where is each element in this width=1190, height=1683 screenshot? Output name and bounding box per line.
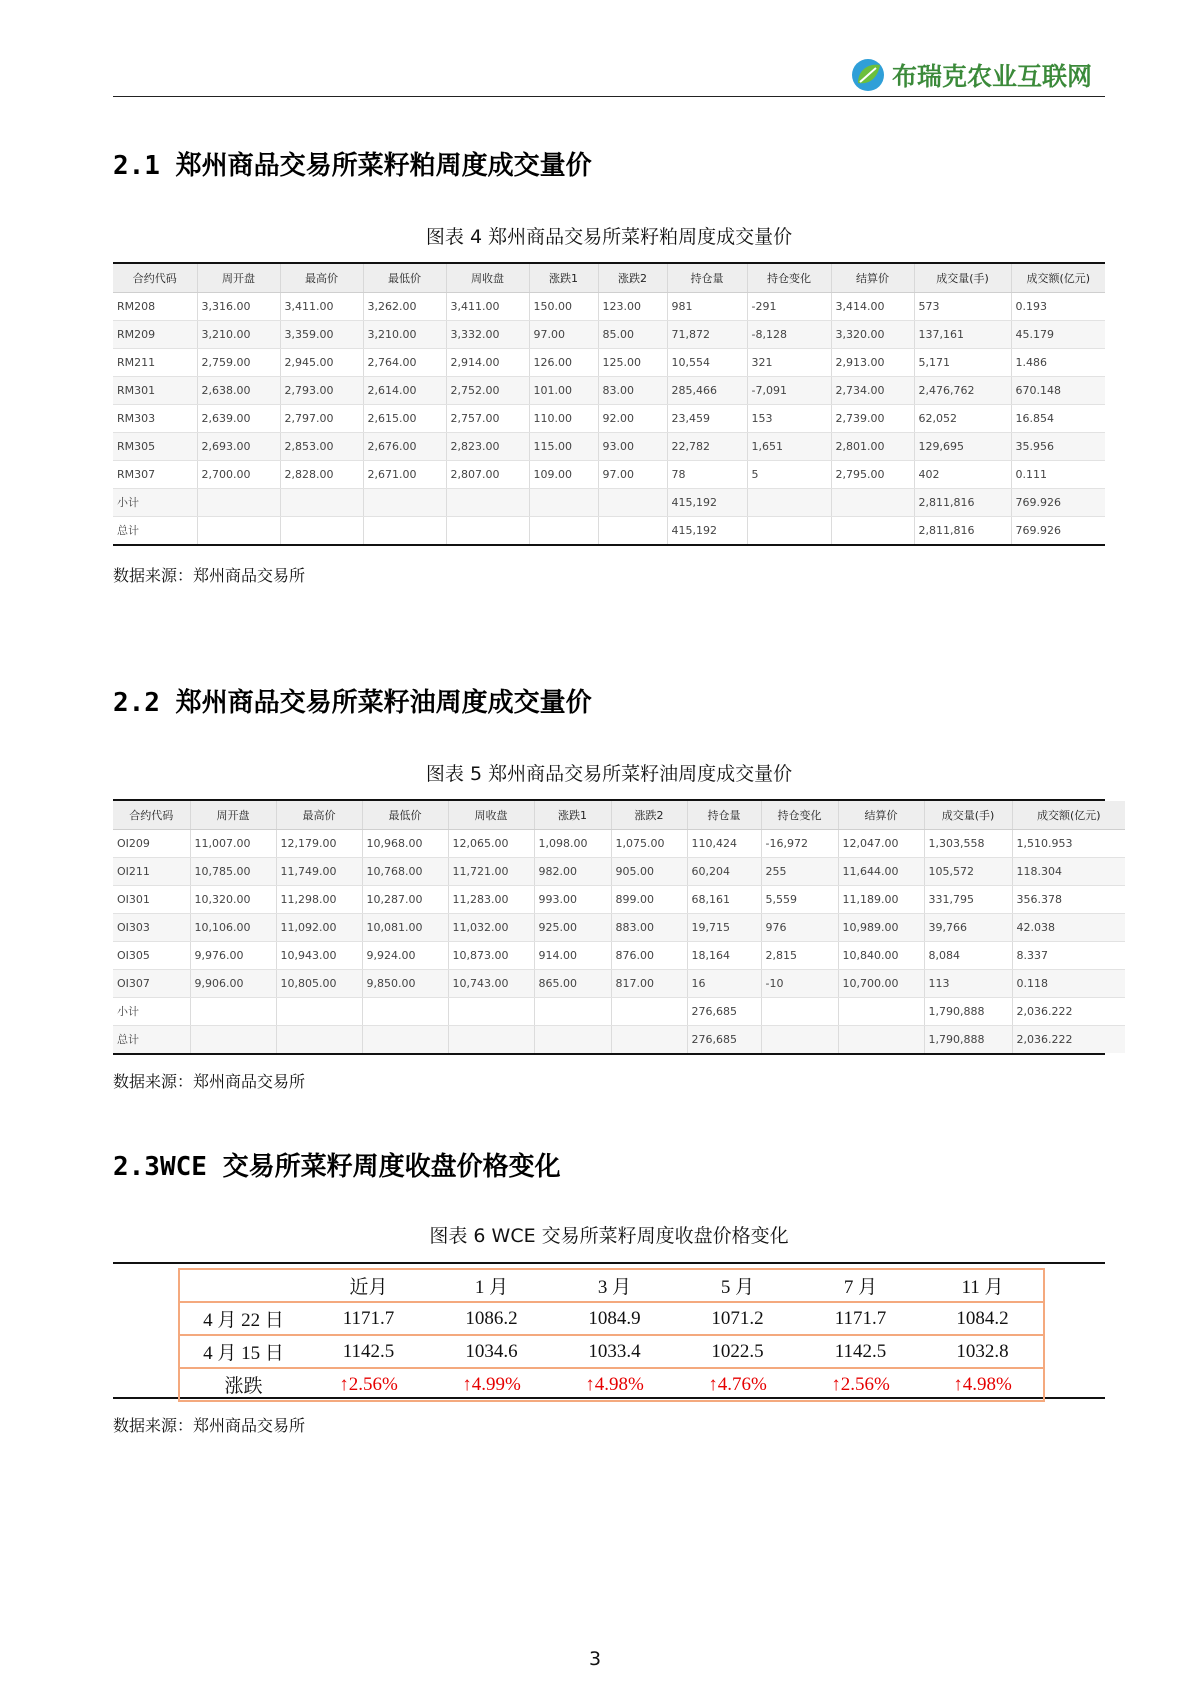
table-cell: 11,749.00 bbox=[276, 857, 362, 885]
wce-cell: 4 月 22 日 bbox=[179, 1302, 307, 1335]
table-cell: 2,801.00 bbox=[831, 432, 914, 460]
table-cell bbox=[448, 997, 534, 1025]
table-cell bbox=[529, 488, 598, 516]
table-cell: 2,614.00 bbox=[363, 376, 446, 404]
table-cell: 8,084 bbox=[924, 941, 1012, 969]
wce-column-header: 3 月 bbox=[553, 1269, 676, 1302]
table-cell: 976 bbox=[761, 913, 838, 941]
table-cell: 914.00 bbox=[534, 941, 611, 969]
table-cell: 5,171 bbox=[914, 348, 1011, 376]
table-cell: 97.00 bbox=[598, 460, 667, 488]
table-cell: 62,052 bbox=[914, 404, 1011, 432]
table-row bbox=[113, 292, 1105, 320]
column-header: 成交额(亿元) bbox=[1012, 801, 1125, 829]
table-cell: 39,766 bbox=[924, 913, 1012, 941]
table-cell bbox=[838, 997, 924, 1025]
table-cell: 10,873.00 bbox=[448, 941, 534, 969]
table-cell: 10,785.00 bbox=[190, 857, 276, 885]
table-cell bbox=[190, 1025, 276, 1053]
table-cell: 5 bbox=[747, 460, 831, 488]
section-title-wce: 2.3WCE 交易所菜籽周度收盘价格变化 bbox=[113, 1152, 561, 1182]
table-cell bbox=[362, 997, 448, 1025]
table-cell: 19,715 bbox=[687, 913, 761, 941]
table-cell: 23,459 bbox=[667, 404, 747, 432]
section-title-rapeseed-oil: 2.2 郑州商品交易所菜籽油周度成交量价 bbox=[113, 688, 592, 718]
table-cell: 小计 bbox=[113, 488, 197, 516]
table-cell: 2,811,816 bbox=[914, 488, 1011, 516]
table-cell: 905.00 bbox=[611, 857, 687, 885]
table-cell: 925.00 bbox=[534, 913, 611, 941]
wce-change-label: 涨跌 bbox=[179, 1368, 307, 1401]
wce-change-cell: ↑4.98% bbox=[553, 1368, 676, 1401]
table-cell: 11,644.00 bbox=[838, 857, 924, 885]
table-cell bbox=[197, 488, 280, 516]
table-cell: 2,757.00 bbox=[446, 404, 529, 432]
table-cell: 3,262.00 bbox=[363, 292, 446, 320]
table-cell: 113 bbox=[924, 969, 1012, 997]
table-cell: 101.00 bbox=[529, 376, 598, 404]
table-cell: 9,906.00 bbox=[190, 969, 276, 997]
table-cell: OI305 bbox=[113, 941, 190, 969]
table-cell bbox=[611, 997, 687, 1025]
table-cell: 255 bbox=[761, 857, 838, 885]
leaf-logo-icon bbox=[850, 57, 886, 93]
table-row bbox=[113, 348, 1105, 376]
column-header: 合约代码 bbox=[113, 801, 190, 829]
table-cell: 993.00 bbox=[534, 885, 611, 913]
wce-header-row bbox=[179, 1269, 1044, 1302]
table-cell: 16 bbox=[687, 969, 761, 997]
table-cell: 883.00 bbox=[611, 913, 687, 941]
table-cell: 415,192 bbox=[667, 516, 747, 544]
table-cell: 10,805.00 bbox=[276, 969, 362, 997]
data-source-note: 数据来源：郑州商品交易所 bbox=[113, 566, 306, 585]
wce-column-header: 7 月 bbox=[799, 1269, 922, 1302]
column-header: 涨跌2 bbox=[598, 264, 667, 292]
rapeseed-oil-table-wrap bbox=[113, 799, 1105, 1055]
table-cell: 2,793.00 bbox=[280, 376, 363, 404]
table-cell: OI307 bbox=[113, 969, 190, 997]
wce-change-cell: ↑2.56% bbox=[307, 1368, 430, 1401]
table-cell: RM211 bbox=[113, 348, 197, 376]
table-cell: 110,424 bbox=[687, 829, 761, 857]
table-cell: 0.193 bbox=[1011, 292, 1105, 320]
column-header: 持仓量 bbox=[667, 264, 747, 292]
column-header: 持仓量 bbox=[687, 801, 761, 829]
table-cell bbox=[446, 488, 529, 516]
column-header: 最高价 bbox=[276, 801, 362, 829]
table-cell: 2,945.00 bbox=[280, 348, 363, 376]
table-cell: 2,476,762 bbox=[914, 376, 1011, 404]
column-header: 涨跌1 bbox=[534, 801, 611, 829]
table-cell bbox=[448, 1025, 534, 1053]
table-row bbox=[113, 885, 1125, 913]
table-cell: 3,320.00 bbox=[831, 320, 914, 348]
column-header: 合约代码 bbox=[113, 264, 197, 292]
wce-column-header: 11 月 bbox=[922, 1269, 1044, 1302]
table-cell: 129,695 bbox=[914, 432, 1011, 460]
table-cell: 2,639.00 bbox=[197, 404, 280, 432]
header-divider bbox=[113, 96, 1105, 97]
table-cell: 2,811,816 bbox=[914, 516, 1011, 544]
column-header: 周开盘 bbox=[197, 264, 280, 292]
table-cell: 小计 bbox=[113, 997, 190, 1025]
table-cell bbox=[838, 1025, 924, 1053]
table-cell bbox=[276, 1025, 362, 1053]
column-header: 周收盘 bbox=[446, 264, 529, 292]
table-cell: 35.956 bbox=[1011, 432, 1105, 460]
table-row bbox=[113, 516, 1105, 544]
column-header: 结算价 bbox=[838, 801, 924, 829]
table-cell: RM305 bbox=[113, 432, 197, 460]
table-row bbox=[113, 969, 1125, 997]
table-cell: 1,651 bbox=[747, 432, 831, 460]
wce-cell: 1033.4 bbox=[553, 1335, 676, 1368]
table-cell: OI211 bbox=[113, 857, 190, 885]
column-header: 最高价 bbox=[280, 264, 363, 292]
table-cell: RM303 bbox=[113, 404, 197, 432]
wce-change-cell: ↑2.56% bbox=[799, 1368, 922, 1401]
table-cell: 60,204 bbox=[687, 857, 761, 885]
wce-cell: 1086.2 bbox=[430, 1302, 553, 1335]
wce-change-cell: ↑4.76% bbox=[676, 1368, 799, 1401]
column-header: 涨跌1 bbox=[529, 264, 598, 292]
table-cell: -10 bbox=[761, 969, 838, 997]
wce-price-table bbox=[178, 1268, 1045, 1402]
table-cell: 总计 bbox=[113, 516, 197, 544]
table-cell: RM208 bbox=[113, 292, 197, 320]
table-cell: 1,303,558 bbox=[924, 829, 1012, 857]
wce-row bbox=[179, 1335, 1044, 1368]
table-cell: 125.00 bbox=[598, 348, 667, 376]
table-cell: 97.00 bbox=[529, 320, 598, 348]
wce-change-row bbox=[179, 1368, 1044, 1401]
table-cell: 321 bbox=[747, 348, 831, 376]
table-cell: 402 bbox=[914, 460, 1011, 488]
table-cell bbox=[280, 516, 363, 544]
table-cell: 11,283.00 bbox=[448, 885, 534, 913]
table-cell: 45.179 bbox=[1011, 320, 1105, 348]
table-cell: 11,007.00 bbox=[190, 829, 276, 857]
figure-caption-5: 图表 5 郑州商品交易所菜籽油周度成交量价 bbox=[425, 763, 793, 785]
table-cell: 2,797.00 bbox=[280, 404, 363, 432]
table-cell: 2,036.222 bbox=[1012, 1025, 1125, 1053]
wce-cell: 1084.9 bbox=[553, 1302, 676, 1335]
table-cell: 8.337 bbox=[1012, 941, 1125, 969]
table-cell: 3,411.00 bbox=[446, 292, 529, 320]
table-cell: 153 bbox=[747, 404, 831, 432]
column-header: 成交量(手) bbox=[924, 801, 1012, 829]
table-cell: 78 bbox=[667, 460, 747, 488]
table-cell: 2,795.00 bbox=[831, 460, 914, 488]
table-cell: 2,671.00 bbox=[363, 460, 446, 488]
table-cell: 10,554 bbox=[667, 348, 747, 376]
table-cell: 2,759.00 bbox=[197, 348, 280, 376]
table-cell: 126.00 bbox=[529, 348, 598, 376]
table-cell: 11,298.00 bbox=[276, 885, 362, 913]
table-cell: 18,164 bbox=[687, 941, 761, 969]
table-cell bbox=[831, 488, 914, 516]
table-cell: 150.00 bbox=[529, 292, 598, 320]
table-cell: 2,693.00 bbox=[197, 432, 280, 460]
table-cell: 105,572 bbox=[924, 857, 1012, 885]
table-cell: 110.00 bbox=[529, 404, 598, 432]
table-cell: 876.00 bbox=[611, 941, 687, 969]
table-cell bbox=[598, 488, 667, 516]
table-cell: 71,872 bbox=[667, 320, 747, 348]
wce-cell: 1084.2 bbox=[922, 1302, 1044, 1335]
table-cell: RM307 bbox=[113, 460, 197, 488]
table-cell: 总计 bbox=[113, 1025, 190, 1053]
table-cell bbox=[611, 1025, 687, 1053]
table-cell: 11,189.00 bbox=[838, 885, 924, 913]
table-row bbox=[113, 432, 1105, 460]
rapeseed-meal-table bbox=[113, 264, 1105, 544]
table-cell: 3,210.00 bbox=[363, 320, 446, 348]
table-cell: 10,081.00 bbox=[362, 913, 448, 941]
wce-row bbox=[179, 1302, 1044, 1335]
table-row bbox=[113, 488, 1105, 516]
table-cell: 981 bbox=[667, 292, 747, 320]
table-cell: 2,700.00 bbox=[197, 460, 280, 488]
logo-text: 布瑞克农业互联网 bbox=[892, 62, 1093, 91]
table-row bbox=[113, 1025, 1125, 1053]
table-row bbox=[113, 913, 1125, 941]
table-cell: 2,638.00 bbox=[197, 376, 280, 404]
section-title-rapeseed-meal: 2.1 郑州商品交易所菜籽粕周度成交量价 bbox=[113, 151, 592, 181]
column-header: 结算价 bbox=[831, 264, 914, 292]
table-cell: 2,914.00 bbox=[446, 348, 529, 376]
table-cell bbox=[534, 1025, 611, 1053]
wce-table-wrap bbox=[113, 1262, 1105, 1399]
table-cell: OI301 bbox=[113, 885, 190, 913]
table-cell: 115.00 bbox=[529, 432, 598, 460]
table-cell bbox=[747, 488, 831, 516]
table-cell: 865.00 bbox=[534, 969, 611, 997]
table-cell: 10,968.00 bbox=[362, 829, 448, 857]
column-header: 涨跌2 bbox=[611, 801, 687, 829]
wce-cell: 1071.2 bbox=[676, 1302, 799, 1335]
table-cell: 10,989.00 bbox=[838, 913, 924, 941]
column-header: 成交量(手) bbox=[914, 264, 1011, 292]
table-cell: OI209 bbox=[113, 829, 190, 857]
table-cell: 769.926 bbox=[1015, 523, 1061, 537]
table-cell: 2,752.00 bbox=[446, 376, 529, 404]
table-cell: 2,739.00 bbox=[831, 404, 914, 432]
table-cell bbox=[761, 1025, 838, 1053]
brand-logo bbox=[850, 56, 1092, 94]
table-cell: 1,790,888 bbox=[924, 1025, 1012, 1053]
column-header: 最低价 bbox=[362, 801, 448, 829]
table-cell: 3,414.00 bbox=[831, 292, 914, 320]
table-cell bbox=[831, 516, 914, 544]
table-cell: 9,924.00 bbox=[362, 941, 448, 969]
table-cell: 356.378 bbox=[1012, 885, 1125, 913]
table-cell: 3,316.00 bbox=[197, 292, 280, 320]
wce-cell: 1034.6 bbox=[430, 1335, 553, 1368]
table-cell: 2,676.00 bbox=[363, 432, 446, 460]
table-cell: 1,510.953 bbox=[1012, 829, 1125, 857]
table-cell: 10,943.00 bbox=[276, 941, 362, 969]
wce-column-header: 1 月 bbox=[430, 1269, 553, 1302]
table-cell: 276,685 bbox=[687, 997, 761, 1025]
table-cell: 2,615.00 bbox=[363, 404, 446, 432]
table-cell: 285,466 bbox=[667, 376, 747, 404]
page-number: 3 bbox=[588, 1648, 602, 1670]
table-cell: 1,098.00 bbox=[534, 829, 611, 857]
table-cell: 92.00 bbox=[598, 404, 667, 432]
column-header: 最低价 bbox=[363, 264, 446, 292]
table-row bbox=[113, 376, 1105, 404]
table-cell: 573 bbox=[914, 292, 1011, 320]
table-row bbox=[113, 460, 1105, 488]
table-cell: 22,782 bbox=[667, 432, 747, 460]
wce-cell: 1171.7 bbox=[307, 1302, 430, 1335]
table-cell: 899.00 bbox=[611, 885, 687, 913]
table-row bbox=[113, 829, 1125, 857]
table-cell: 10,106.00 bbox=[190, 913, 276, 941]
table-header-row bbox=[113, 801, 1125, 829]
table-cell bbox=[190, 997, 276, 1025]
table-cell: 331,795 bbox=[924, 885, 1012, 913]
table-cell: 11,032.00 bbox=[448, 913, 534, 941]
wce-column-header bbox=[179, 1269, 307, 1302]
figure-caption-4: 图表 4 郑州商品交易所菜籽粕周度成交量价 bbox=[425, 226, 793, 248]
table-cell bbox=[280, 488, 363, 516]
table-cell: 109.00 bbox=[529, 460, 598, 488]
wce-column-header: 近月 bbox=[307, 1269, 430, 1302]
table-cell: 3,359.00 bbox=[280, 320, 363, 348]
table-cell: 137,161 bbox=[914, 320, 1011, 348]
table-row bbox=[113, 320, 1105, 348]
table-cell: 9,976.00 bbox=[190, 941, 276, 969]
wce-change-cell: ↑4.98% bbox=[922, 1368, 1044, 1401]
table-cell: 12,179.00 bbox=[276, 829, 362, 857]
table-cell: 2,734.00 bbox=[831, 376, 914, 404]
table-cell: 1.486 bbox=[1011, 348, 1105, 376]
table-cell bbox=[529, 516, 598, 544]
table-cell: 1,790,888 bbox=[924, 997, 1012, 1025]
table-cell: 2,828.00 bbox=[280, 460, 363, 488]
table-cell: 9,850.00 bbox=[362, 969, 448, 997]
table-cell: 817.00 bbox=[611, 969, 687, 997]
table-cell: 10,840.00 bbox=[838, 941, 924, 969]
wce-cell: 1022.5 bbox=[676, 1335, 799, 1368]
figure-caption-6: 图表 6 WCE 交易所菜籽周度收盘价格变化 bbox=[429, 1225, 789, 1247]
table-cell: 2,823.00 bbox=[446, 432, 529, 460]
table-cell: 670.148 bbox=[1011, 376, 1105, 404]
column-header: 成交额(亿元) bbox=[1011, 264, 1105, 292]
column-header: 持仓变化 bbox=[761, 801, 838, 829]
data-source-note: 数据来源：郑州商品交易所 bbox=[113, 1072, 306, 1091]
table-cell: 2,807.00 bbox=[446, 460, 529, 488]
table-cell: -7,091 bbox=[747, 376, 831, 404]
table-cell bbox=[276, 997, 362, 1025]
table-cell: -291 bbox=[747, 292, 831, 320]
table-cell: 2,764.00 bbox=[363, 348, 446, 376]
table-cell: 2,853.00 bbox=[280, 432, 363, 460]
table-cell: 0.111 bbox=[1011, 460, 1105, 488]
table-cell: 83.00 bbox=[598, 376, 667, 404]
table-cell: 12,065.00 bbox=[448, 829, 534, 857]
table-cell bbox=[747, 516, 831, 544]
table-cell: 12,047.00 bbox=[838, 829, 924, 857]
table-cell: 10,768.00 bbox=[362, 857, 448, 885]
table-cell: 10,287.00 bbox=[362, 885, 448, 913]
table-row bbox=[113, 404, 1105, 432]
table-cell: 3,411.00 bbox=[280, 292, 363, 320]
data-source-note: 数据来源：郑州商品交易所 bbox=[113, 1416, 306, 1435]
table-cell: 3,210.00 bbox=[197, 320, 280, 348]
table-cell bbox=[363, 516, 446, 544]
table-cell: 11,721.00 bbox=[448, 857, 534, 885]
table-header-row bbox=[113, 264, 1105, 292]
table-cell: 2,036.222 bbox=[1012, 997, 1125, 1025]
wce-change-cell: ↑4.99% bbox=[430, 1368, 553, 1401]
table-cell: -8,128 bbox=[747, 320, 831, 348]
table-cell bbox=[598, 516, 667, 544]
table-cell bbox=[362, 1025, 448, 1053]
table-cell: 11,092.00 bbox=[276, 913, 362, 941]
wce-cell: 1032.8 bbox=[922, 1335, 1044, 1368]
table-cell bbox=[761, 997, 838, 1025]
table-cell: 415,192 bbox=[667, 488, 747, 516]
table-cell: 85.00 bbox=[598, 320, 667, 348]
wce-cell: 1142.5 bbox=[307, 1335, 430, 1368]
table-cell: 2,815 bbox=[761, 941, 838, 969]
column-header: 周收盘 bbox=[448, 801, 534, 829]
table-cell: 68,161 bbox=[687, 885, 761, 913]
table-cell bbox=[446, 516, 529, 544]
table-cell: 982.00 bbox=[534, 857, 611, 885]
table-cell: 16.854 bbox=[1011, 404, 1105, 432]
wce-column-header: 5 月 bbox=[676, 1269, 799, 1302]
table-cell: 3,332.00 bbox=[446, 320, 529, 348]
table-cell: RM301 bbox=[113, 376, 197, 404]
table-row bbox=[113, 941, 1125, 969]
table-cell: 123.00 bbox=[598, 292, 667, 320]
table-row bbox=[113, 857, 1125, 885]
wce-cell: 1171.7 bbox=[799, 1302, 922, 1335]
table-cell: 5,559 bbox=[761, 885, 838, 913]
table-cell: 93.00 bbox=[598, 432, 667, 460]
wce-cell: 4 月 15 日 bbox=[179, 1335, 307, 1368]
table-cell bbox=[363, 488, 446, 516]
table-cell bbox=[197, 516, 280, 544]
table-cell: OI303 bbox=[113, 913, 190, 941]
column-header: 持仓变化 bbox=[747, 264, 831, 292]
table-cell: 2,913.00 bbox=[831, 348, 914, 376]
table-cell: 0.118 bbox=[1012, 969, 1125, 997]
table-cell: 10,743.00 bbox=[448, 969, 534, 997]
table-cell: 276,685 bbox=[687, 1025, 761, 1053]
column-header: 周开盘 bbox=[190, 801, 276, 829]
table-cell: -16,972 bbox=[761, 829, 838, 857]
rapeseed-meal-table-wrap bbox=[113, 262, 1105, 546]
table-cell: 10,320.00 bbox=[190, 885, 276, 913]
rapeseed-oil-table bbox=[113, 801, 1125, 1053]
table-cell: 1,075.00 bbox=[611, 829, 687, 857]
table-cell: 118.304 bbox=[1012, 857, 1125, 885]
table-row bbox=[113, 997, 1125, 1025]
table-cell bbox=[534, 997, 611, 1025]
table-cell: RM209 bbox=[113, 320, 197, 348]
table-cell: 10,700.00 bbox=[838, 969, 924, 997]
table-cell: 42.038 bbox=[1012, 913, 1125, 941]
wce-cell: 1142.5 bbox=[799, 1335, 922, 1368]
table-cell: 769.926 bbox=[1011, 488, 1105, 516]
